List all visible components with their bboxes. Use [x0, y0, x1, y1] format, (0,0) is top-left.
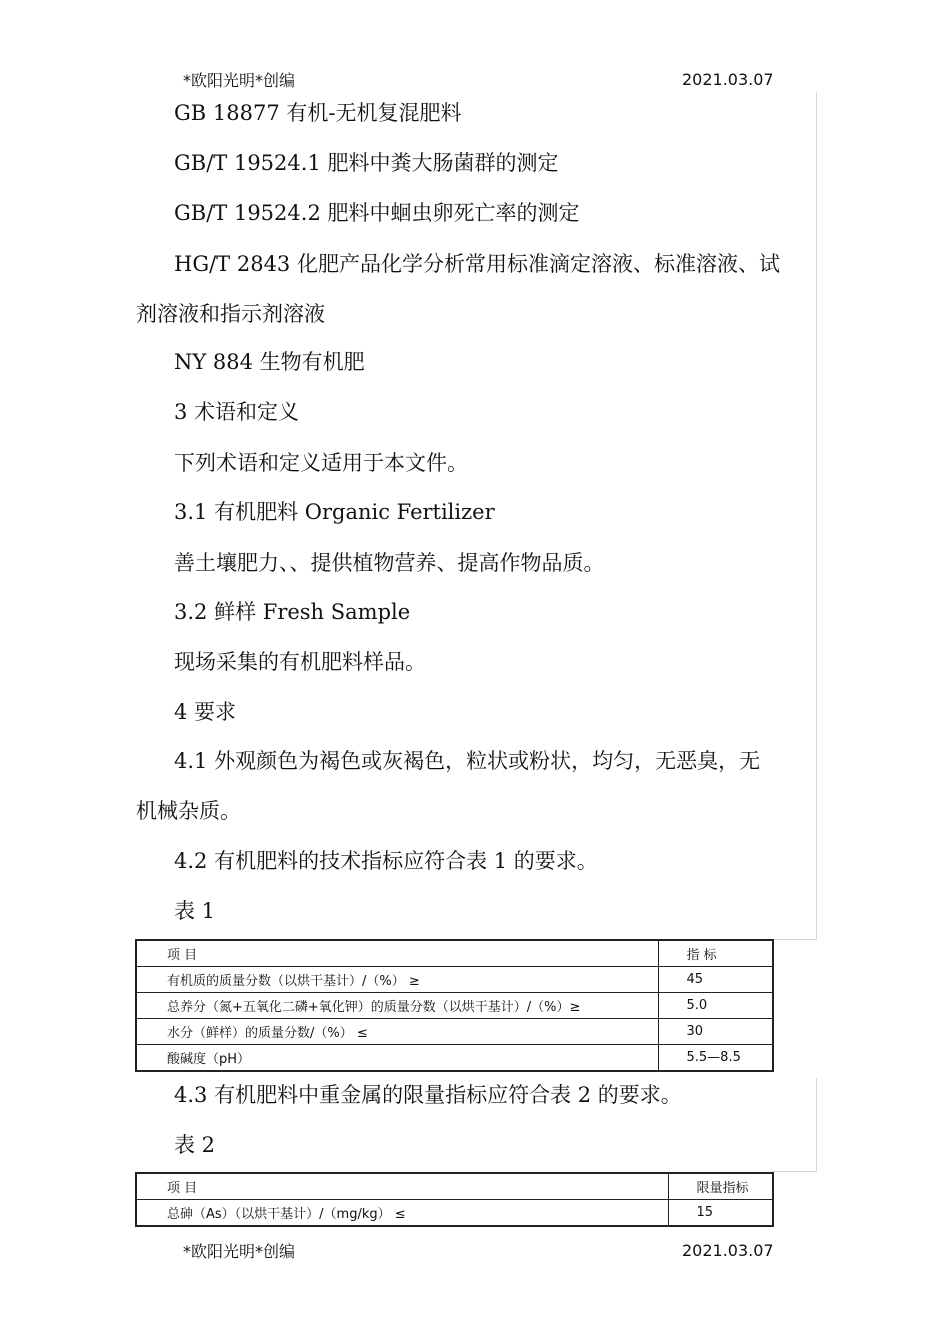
text-line: 4.2 有机肥料的技术指标应符合表 1 的要求。	[174, 849, 598, 873]
text-line: 机械杂质。	[136, 799, 241, 823]
text-line: NY 884 生物有机肥	[174, 350, 365, 374]
term-heading: 3.1 有机肥料 Organic Fertilizer	[174, 500, 495, 524]
table-cell: 45	[658, 967, 773, 993]
page-rule-vertical-1	[816, 92, 817, 940]
footer-date: 2021.03.07	[682, 1241, 774, 1260]
table-row	[136, 1019, 773, 1045]
text-line: HG/T 2843 化肥产品化学分析常用标准滴定溶液、标准溶液、试	[174, 252, 780, 276]
table-cell: 总养分（氮+五氧化二磷+氧化钾）的质量分数（以烘干基计）/（%）≥	[136, 993, 658, 1019]
table-header-row	[136, 940, 773, 967]
footer-author: *欧阳光明*创编	[183, 1242, 296, 1261]
table-row	[136, 1200, 773, 1227]
page-rule-vertical-2	[816, 1078, 817, 1172]
table-cell: 酸碱度（pH）	[136, 1045, 658, 1072]
header-author: *欧阳光明*创编	[183, 71, 296, 90]
table-header-cell: 指 标	[658, 940, 773, 967]
term-heading: 3.2 鲜样 Fresh Sample	[174, 600, 411, 624]
text-line: 现场采集的有机肥料样品。	[174, 650, 426, 674]
table-1	[135, 939, 774, 1072]
table-cell: 有机质的质量分数（以烘干基计）/（%） ≥	[136, 967, 658, 993]
section-heading: 4 要求	[174, 700, 237, 724]
table-header-row	[136, 1173, 773, 1200]
table-2	[135, 1172, 774, 1227]
page-rule-horizontal-1	[772, 939, 817, 940]
text-line: GB/T 19524.1 肥料中粪大肠菌群的测定	[174, 151, 559, 175]
text-line: 剂溶液和指示剂溶液	[136, 302, 325, 326]
table-header-cell: 项 目	[136, 940, 658, 967]
section-heading: 3 术语和定义	[174, 400, 300, 424]
table-caption: 表 2	[174, 1133, 216, 1157]
text-line: 下列术语和定义适用于本文件。	[174, 451, 468, 475]
table-row	[136, 993, 773, 1019]
text-line: 善土壤肥力、、提供植物营养、提高作物品质。	[174, 551, 605, 575]
table-cell: 总砷（As）（以烘干基计）/（mg/kg） ≤	[136, 1200, 668, 1227]
table-cell: 5.5—8.5	[658, 1045, 773, 1072]
table-cell: 水分（鲜样）的质量分数/（%） ≤	[136, 1019, 658, 1045]
table-header-cell: 项 目	[136, 1173, 668, 1200]
text-line: GB 18877 有机-无机复混肥料	[174, 101, 462, 125]
table-header-cell: 限量指标	[668, 1173, 773, 1200]
table-cell: 30	[658, 1019, 773, 1045]
header-date: 2021.03.07	[682, 70, 774, 89]
table-cell: 5.0	[658, 993, 773, 1019]
page-rule-horizontal-2	[772, 1171, 817, 1172]
text-line: 4.1 外观颜色为褐色或灰褐色，粒状或粉状，均匀，无恶臭，无	[174, 749, 761, 773]
table-row	[136, 967, 773, 993]
text-line: 4.3 有机肥料中重金属的限量指标应符合表 2 的要求。	[174, 1083, 682, 1107]
text-line: GB/T 19524.2 肥料中蛔虫卵死亡率的测定	[174, 201, 580, 225]
table-row	[136, 1045, 773, 1072]
table-caption: 表 1	[174, 899, 216, 923]
table-cell: 15	[668, 1200, 773, 1227]
